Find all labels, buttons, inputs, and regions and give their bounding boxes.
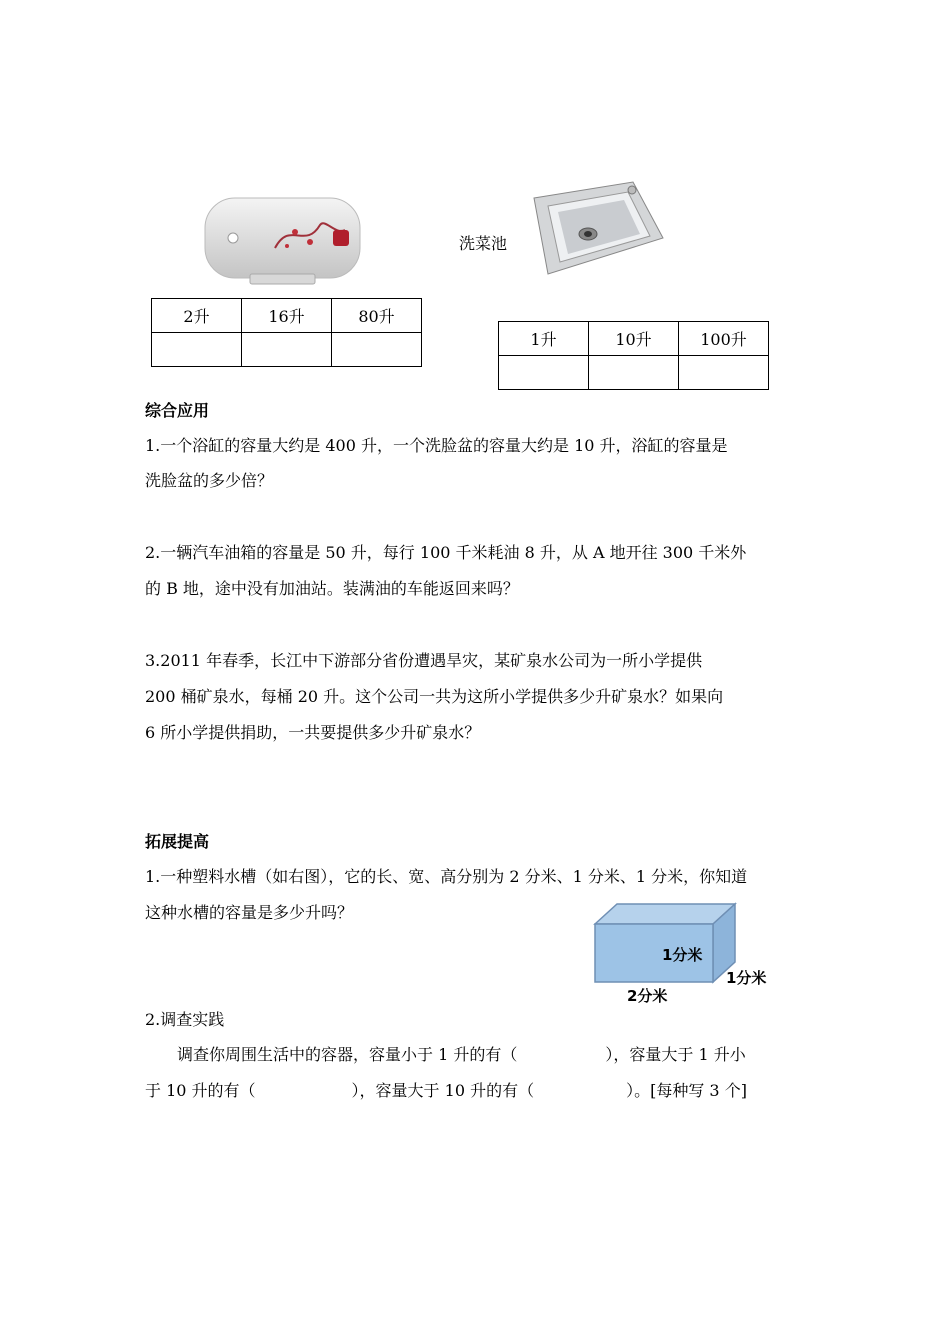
question-line: 这种水槽的容量是多少升吗？ — [145, 903, 354, 922]
box-height-label: 1分米 — [662, 946, 703, 964]
water-heater-options-table — [151, 298, 422, 367]
question-title: 2.调查实践 — [145, 1010, 225, 1029]
question-line: 的 B 地，途中没有加油站。装满油的车能返回来吗？ — [145, 579, 519, 598]
question-line: 6 所小学提供捐助，一共要提供多少升矿泉水？ — [145, 723, 481, 742]
option-cell: 80升 — [332, 299, 422, 333]
option-cell: 2升 — [152, 299, 242, 333]
survey-text: ），容量大于 10 升的有（ — [351, 1081, 535, 1100]
answer-cell[interactable] — [499, 356, 589, 390]
sink-options-table — [498, 321, 769, 390]
question-line: 2.一辆汽车油箱的容量是 50 升，每行 100 千米耗油 8 升，从 A 地开往 300 千米外 — [145, 543, 747, 562]
question-line: 1.一种塑料水槽（如右图），它的长、宽、高分别为 2 分米、1 分米、1 分米，你知道 — [145, 867, 748, 886]
question-line: 200 桶矿泉水，每桶 20 升。这个公司一共为这所小学提供多少升矿泉水？如果向 — [145, 687, 724, 706]
answer-cell[interactable] — [332, 333, 422, 367]
question-line: 洗脸盆的多少倍？ — [145, 471, 274, 490]
survey-text: ）。[每种写 3 个] — [626, 1081, 747, 1100]
sink-illustration — [528, 178, 668, 278]
water-heater-illustration — [195, 190, 370, 290]
survey-text: 于 10 升的有（ — [145, 1081, 256, 1100]
survey-text: ），容量大于 1 升小 — [605, 1045, 746, 1064]
box-length-label: 2分米 — [627, 987, 668, 1005]
answer-cell[interactable] — [589, 356, 679, 390]
answer-cell[interactable] — [152, 333, 242, 367]
option-cell: 16升 — [242, 299, 332, 333]
sink-label: 洗菜池 — [459, 234, 508, 253]
survey-line-2 — [145, 1079, 747, 1103]
survey-text: 调查你周围生活中的容器，容量小于 1 升的有（ — [177, 1045, 518, 1064]
answer-cell[interactable] — [679, 356, 769, 390]
option-cell: 100升 — [679, 322, 769, 356]
section-title: 综合应用 — [145, 401, 210, 420]
answer-cell[interactable] — [242, 333, 332, 367]
box-width-label: 1分米 — [726, 969, 767, 987]
section-title: 拓展提高 — [145, 832, 210, 851]
survey-line-1 — [177, 1043, 746, 1067]
option-cell: 1升 — [499, 322, 589, 356]
question-line: 1.一个浴缸的容量大约是 400 升，一个洗脸盆的容量大约是 10 升，浴缸的容量是 — [145, 436, 728, 455]
question-line: 3.2011 年春季，长江中下游部分省份遭遇旱灾，某矿泉水公司为一所小学提供 — [145, 651, 703, 670]
option-cell: 10升 — [589, 322, 679, 356]
